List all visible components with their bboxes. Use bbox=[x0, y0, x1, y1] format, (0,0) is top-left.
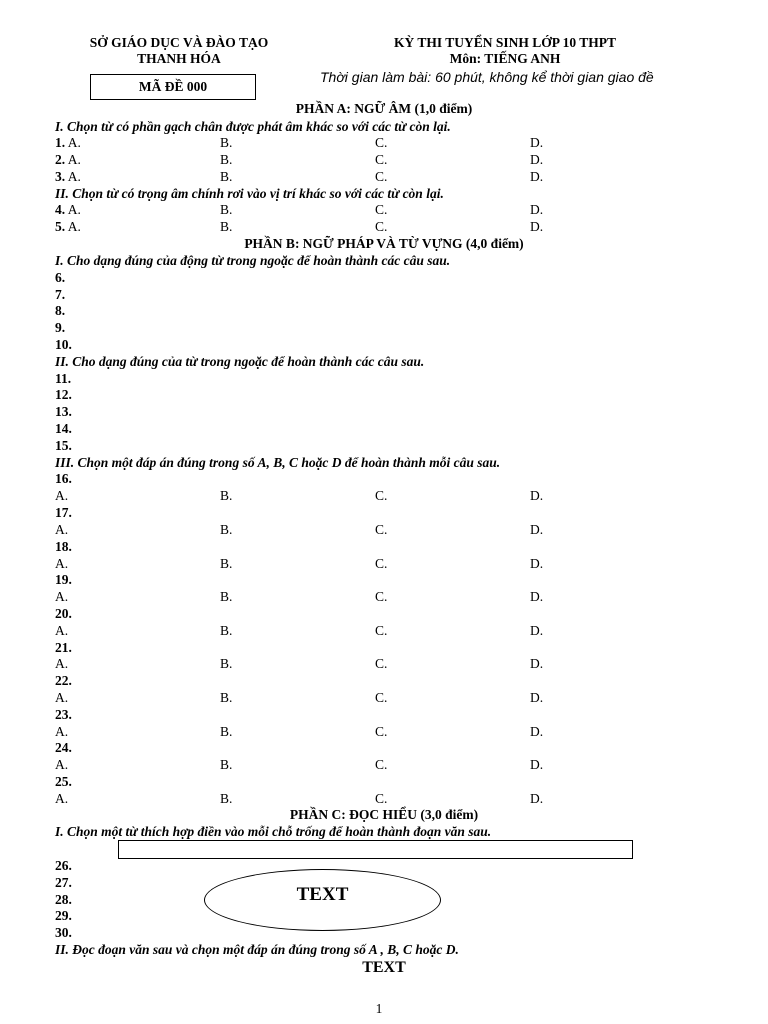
option-c: C. bbox=[375, 791, 388, 806]
part-a-instruction-1: I. Chọn từ có phần gạch chân được phát âm khác so với các từ còn lại. bbox=[55, 119, 451, 134]
option-a: A. bbox=[55, 589, 69, 604]
option-b: B. bbox=[220, 757, 233, 772]
question-number: 24. bbox=[55, 740, 72, 755]
option-d: D. bbox=[530, 135, 544, 150]
option-b: B. bbox=[220, 135, 233, 150]
option-d: D. bbox=[530, 757, 544, 772]
option-a: A. bbox=[55, 488, 69, 503]
option-c: C. bbox=[375, 169, 388, 184]
option-b: B. bbox=[220, 690, 233, 705]
option-d: D. bbox=[530, 623, 544, 638]
option-a: A. bbox=[55, 522, 69, 537]
question-number: 2. bbox=[55, 152, 66, 167]
option-a: A. bbox=[67, 219, 81, 234]
question-number: 26. bbox=[55, 858, 72, 873]
question-number: 10. bbox=[55, 337, 72, 352]
option-d: D. bbox=[530, 556, 544, 571]
question-number: 30. bbox=[55, 925, 72, 940]
question-number: 16. bbox=[55, 471, 72, 486]
option-d: D. bbox=[530, 690, 544, 705]
question-number: 29. bbox=[55, 908, 72, 923]
part-c-instruction-2: II. Đọc đoạn văn sau và chọn một đáp án đúng trong số A , B, C hoặc D. bbox=[55, 942, 459, 957]
option-b: B. bbox=[220, 623, 233, 638]
option-b: B. bbox=[220, 219, 233, 234]
option-a: A. bbox=[55, 757, 69, 772]
option-d: D. bbox=[530, 724, 544, 739]
question-number: 7. bbox=[55, 287, 66, 302]
option-c: C. bbox=[375, 623, 388, 638]
option-b: B. bbox=[220, 169, 233, 184]
part-b-instruction-2: II. Cho dạng đúng của từ trong ngoặc để hoàn thành các câu sau. bbox=[55, 354, 425, 369]
question-number: 15. bbox=[55, 438, 72, 453]
option-b: B. bbox=[220, 522, 233, 537]
option-d: D. bbox=[530, 202, 544, 217]
part-a-title: PHẦN A: NGỮ ÂM (1,0 điểm) bbox=[295, 101, 473, 116]
option-b: B. bbox=[220, 589, 233, 604]
question-number: 5. bbox=[55, 219, 66, 234]
text-placeholder: TEXT bbox=[296, 884, 349, 905]
question-number: 3. bbox=[55, 169, 66, 184]
option-b: B. bbox=[220, 202, 233, 217]
part-c-title: PHẦN C: ĐỌC HIỂU (3,0 điểm) bbox=[289, 807, 479, 822]
question-number: 6. bbox=[55, 270, 66, 285]
option-c: C. bbox=[375, 219, 388, 234]
option-c: C. bbox=[375, 488, 388, 503]
question-number: 9. bbox=[55, 320, 66, 335]
option-d: D. bbox=[530, 522, 544, 537]
page-number: 1 bbox=[375, 1001, 383, 1016]
question-number: 25. bbox=[55, 774, 72, 789]
option-d: D. bbox=[530, 488, 544, 503]
option-d: D. bbox=[530, 219, 544, 234]
question-number: 8. bbox=[55, 303, 66, 318]
part-c-instruction-1: I. Chọn một từ thích hợp điền vào mỗi chỗ trống để hoàn thành đoạn văn sau. bbox=[55, 824, 492, 839]
question-number: 27. bbox=[55, 875, 72, 890]
option-c: C. bbox=[375, 522, 388, 537]
option-a: A. bbox=[67, 135, 81, 150]
question-number: 20. bbox=[55, 606, 72, 621]
part-b-instruction-1: I. Cho dạng đúng của động từ trong ngoặc để hoàn thành các câu sau. bbox=[55, 253, 451, 268]
part-b-title: PHẦN B: NGỮ PHÁP VÀ TỪ VỰNG (4,0 điểm) bbox=[244, 236, 524, 251]
subject: Môn: TIẾNG ANH bbox=[449, 51, 561, 66]
option-b: B. bbox=[220, 724, 233, 739]
question-number: 1. bbox=[55, 135, 66, 150]
time-limit: Thời gian làm bài: 60 phút, không kể thời gian giao đề bbox=[320, 69, 654, 85]
option-c: C. bbox=[375, 724, 388, 739]
option-c: C. bbox=[375, 202, 388, 217]
option-b: B. bbox=[220, 791, 233, 806]
option-a: A. bbox=[55, 556, 69, 571]
part-a-instruction-2: II. Chọn từ có trọng âm chính rơi vào vị trí khác so với các từ còn lại. bbox=[55, 186, 444, 201]
option-c: C. bbox=[375, 589, 388, 604]
question-number: 19. bbox=[55, 572, 72, 587]
question-number: 21. bbox=[55, 640, 72, 655]
option-c: C. bbox=[375, 690, 388, 705]
part-b-instruction-3: III. Chọn một đáp án đúng trong số A, B, C hoặc D để hoàn thành mỗi câu sau. bbox=[55, 455, 501, 470]
option-d: D. bbox=[530, 791, 544, 806]
exam-code: MÃ ĐỀ 000 bbox=[138, 79, 208, 94]
question-number: 12. bbox=[55, 387, 72, 402]
option-c: C. bbox=[375, 556, 388, 571]
option-b: B. bbox=[220, 556, 233, 571]
question-number: 4. bbox=[55, 202, 66, 217]
question-number: 22. bbox=[55, 673, 72, 688]
question-number: 18. bbox=[55, 539, 72, 554]
option-c: C. bbox=[375, 757, 388, 772]
text-placeholder: TEXT bbox=[362, 959, 406, 976]
option-c: C. bbox=[375, 135, 388, 150]
option-a: A. bbox=[55, 623, 69, 638]
option-a: A. bbox=[55, 791, 69, 806]
option-a: A. bbox=[55, 656, 69, 671]
question-number: 28. bbox=[55, 892, 72, 907]
option-a: A. bbox=[55, 690, 69, 705]
question-number: 14. bbox=[55, 421, 72, 436]
option-d: D. bbox=[530, 169, 544, 184]
option-b: B. bbox=[220, 488, 233, 503]
exam-title: KỲ THI TUYỂN SINH LỚP 10 THPT bbox=[393, 35, 617, 50]
option-d: D. bbox=[530, 589, 544, 604]
question-number: 11. bbox=[55, 371, 72, 386]
department-name: SỞ GIÁO DỤC VÀ ĐÀO TẠO bbox=[89, 35, 269, 50]
word-box bbox=[118, 840, 633, 859]
option-b: B. bbox=[220, 152, 233, 167]
text-oval bbox=[204, 869, 441, 931]
option-c: C. bbox=[375, 152, 388, 167]
option-c: C. bbox=[375, 656, 388, 671]
option-d: D. bbox=[530, 152, 544, 167]
option-b: B. bbox=[220, 656, 233, 671]
option-a: A. bbox=[55, 724, 69, 739]
question-number: 13. bbox=[55, 404, 72, 419]
option-a: A. bbox=[67, 169, 81, 184]
option-a: A. bbox=[67, 152, 81, 167]
province-name: THANH HÓA bbox=[137, 51, 221, 66]
option-d: D. bbox=[530, 656, 544, 671]
question-number: 17. bbox=[55, 505, 72, 520]
option-a: A. bbox=[67, 202, 81, 217]
exam-code-box bbox=[90, 74, 256, 100]
question-number: 23. bbox=[55, 707, 72, 722]
